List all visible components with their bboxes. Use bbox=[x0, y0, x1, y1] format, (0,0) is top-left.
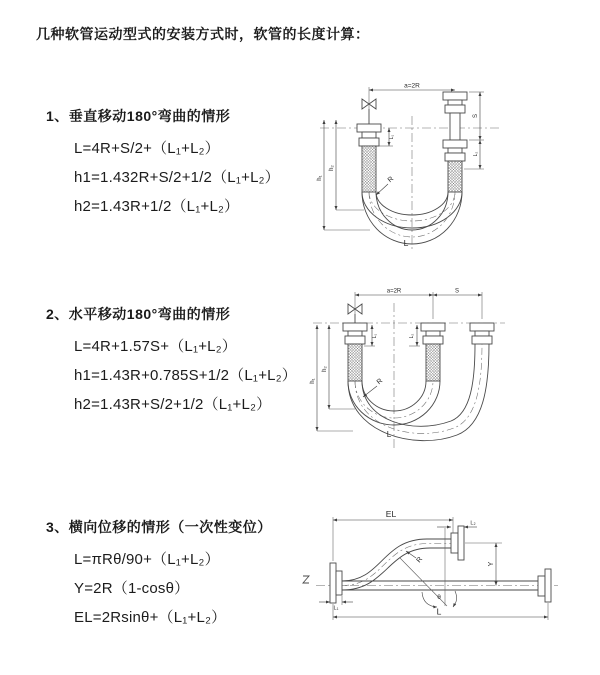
page-title: 几种软管运动型式的安装方式时，软管的长度计算： bbox=[36, 26, 370, 42]
dimension-label-l2: L₂ bbox=[473, 151, 479, 157]
dimension-label-l2: L₂ bbox=[470, 520, 476, 527]
dimensions bbox=[319, 509, 548, 620]
section-3-heading: 3、横向位移的情形（一次性变位） bbox=[46, 519, 272, 535]
section-3 bbox=[46, 517, 272, 632]
formula-line: h1=1.43R+0.785S+1/2（L₁+L₂） bbox=[74, 367, 297, 384]
section-1-heading: 1、垂直移动180°弯曲的情形 bbox=[46, 108, 231, 124]
dimension-label-h2: h₂ bbox=[329, 165, 335, 171]
diagram-lateral-displacement bbox=[302, 495, 598, 627]
dimension-label-l1: L₁ bbox=[333, 605, 339, 612]
formula-line: h2=1.43R+1/2（L₁+L₂） bbox=[74, 198, 240, 215]
dimension-label-r: R bbox=[386, 175, 396, 185]
dimension-label-h2: h₂ bbox=[322, 366, 328, 372]
diagram-horizontal-180-bend bbox=[305, 283, 575, 451]
formula-line: L=4R+S/2+（L₁+L₂） bbox=[74, 140, 220, 157]
section-2-number: 2、 bbox=[46, 306, 69, 322]
section-3-formulas bbox=[74, 545, 272, 632]
formula-line: h1=1.432R+S/2+1/2（L₁+L₂） bbox=[74, 169, 280, 186]
dimension-label-r: R bbox=[415, 555, 425, 565]
left-hose-end-fitting bbox=[357, 124, 381, 192]
dimension-label-l1: L₁ bbox=[389, 134, 395, 140]
dimension-label-l: L bbox=[386, 430, 392, 439]
formula-line: L=4R+1.57S+（L₁+L₂） bbox=[74, 338, 237, 355]
diagram-vertical-180-bend bbox=[312, 78, 560, 253]
right-hose-end-fitting bbox=[443, 92, 467, 192]
dimension-label-l: L bbox=[436, 606, 442, 617]
dimension-label-l1: L₁ bbox=[372, 333, 378, 339]
section-2 bbox=[46, 304, 297, 419]
dimension-label-h1: h₁ bbox=[310, 378, 316, 384]
middle-hose-end-fitting bbox=[421, 323, 445, 381]
formula-line: Y=2R（1-cosθ） bbox=[74, 580, 190, 597]
centerlines bbox=[320, 113, 500, 252]
section-2-formulas bbox=[74, 332, 297, 419]
dimension-label-l: L bbox=[403, 238, 409, 248]
dimensions bbox=[310, 289, 482, 440]
dimension-label-el: EL bbox=[385, 509, 397, 519]
dimension-label-l2: L₂ bbox=[409, 333, 415, 339]
section-1-formulas bbox=[74, 134, 280, 221]
formula-line: L=πRθ/90+（L₁+L₂） bbox=[74, 551, 220, 568]
formula-line: EL=2Rsinθ+（L₁+L₂） bbox=[74, 609, 227, 626]
left-hose-end-fitting bbox=[343, 323, 367, 381]
section-2-heading: 2、水平移动180°弯曲的情形 bbox=[46, 306, 231, 322]
section-1 bbox=[46, 106, 280, 221]
angle-construction bbox=[400, 528, 457, 608]
dimension-label-s: S bbox=[473, 113, 479, 119]
dimension-label-a2r: a=2R bbox=[386, 288, 402, 295]
dimension-label-a2r: a=2R bbox=[404, 82, 420, 90]
dimension-label-h1: h₁ bbox=[317, 175, 323, 181]
dimension-label-y: Y bbox=[488, 561, 495, 567]
displaced-position-hose bbox=[342, 526, 464, 590]
shifted-hose-end-fitting bbox=[470, 323, 494, 344]
section-1-number: 1、 bbox=[46, 108, 69, 124]
section-3-number: 3、 bbox=[46, 519, 69, 535]
formula-line: h2=1.43R+S/2+1/2（L₁+L₂） bbox=[74, 396, 272, 413]
dimension-label-theta: θ bbox=[437, 594, 441, 601]
dimension-label-r: R bbox=[375, 377, 385, 387]
left-flange bbox=[330, 563, 342, 603]
dimension-label-s: S bbox=[454, 288, 460, 295]
